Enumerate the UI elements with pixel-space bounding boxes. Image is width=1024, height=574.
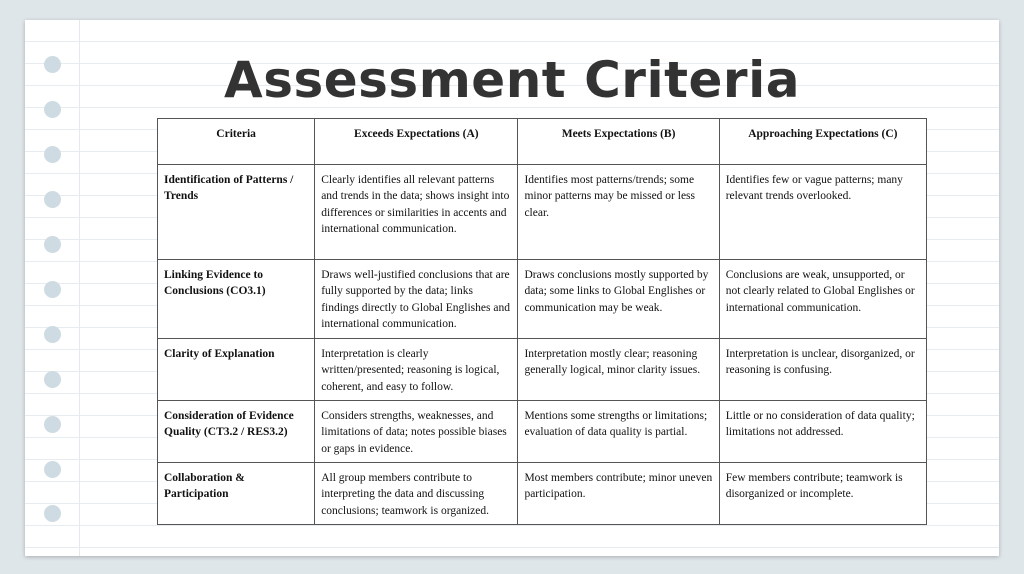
column-header-approaching: Approaching Expectations (C) bbox=[719, 119, 926, 165]
binder-hole bbox=[44, 191, 61, 208]
exceeds-cell: Considers strengths, weaknesses, and limitations of data; notes possible biases or gaps in evidence. bbox=[315, 401, 518, 463]
binder-hole bbox=[44, 146, 61, 163]
binder-hole bbox=[44, 236, 61, 253]
table-header-row bbox=[158, 119, 927, 165]
criterion-cell: Identification of Patterns / Trends bbox=[158, 165, 315, 260]
criterion-cell: Collaboration & Participation bbox=[158, 463, 315, 525]
exceeds-cell: All group members contribute to interpreting the data and discussing conclusions; teamwork is organized. bbox=[315, 463, 518, 525]
table-row bbox=[158, 260, 927, 339]
exceeds-cell: Draws well-justified conclusions that are fully supported by the data; links findings directly to Global Englishes and international communication. bbox=[315, 260, 518, 339]
binder-hole bbox=[44, 371, 61, 388]
binder-hole bbox=[44, 326, 61, 343]
exceeds-cell: Clearly identifies all relevant patterns and trends in the data; shows insight into differences or similarities in accents and international communication. bbox=[315, 165, 518, 260]
approaching-cell: Few members contribute; teamwork is disorganized or incomplete. bbox=[719, 463, 926, 525]
meets-cell: Identifies most patterns/trends; some minor patterns may be missed or less clear. bbox=[518, 165, 719, 260]
column-header-criteria: Criteria bbox=[158, 119, 315, 165]
assessment-rubric-table bbox=[157, 118, 927, 525]
table-row bbox=[158, 165, 927, 260]
approaching-cell: Interpretation is unclear, disorganized, or reasoning is confusing. bbox=[719, 339, 926, 401]
criterion-cell: Clarity of Explanation bbox=[158, 339, 315, 401]
binder-hole bbox=[44, 505, 61, 522]
binder-hole bbox=[44, 281, 61, 298]
page-title: Assessment Criteria bbox=[224, 51, 800, 109]
criterion-cell: Linking Evidence to Conclusions (CO3.1) bbox=[158, 260, 315, 339]
criterion-cell: Consideration of Evidence Quality (CT3.2 / RES3.2) bbox=[158, 401, 315, 463]
exceeds-cell: Interpretation is clearly written/presented; reasoning is logical, coherent, and easy to follow. bbox=[315, 339, 518, 401]
approaching-cell: Identifies few or vague patterns; many relevant trends overlooked. bbox=[719, 165, 926, 260]
meets-cell: Interpretation mostly clear; reasoning generally logical, minor clarity issues. bbox=[518, 339, 719, 401]
column-header-exceeds: Exceeds Expectations (A) bbox=[315, 119, 518, 165]
meets-cell: Most members contribute; minor uneven participation. bbox=[518, 463, 719, 525]
approaching-cell: Conclusions are weak, unsupported, or not clearly related to Global Englishes or international communication. bbox=[719, 260, 926, 339]
table-row bbox=[158, 463, 927, 525]
approaching-cell: Little or no consideration of data quality; limitations not addressed. bbox=[719, 401, 926, 463]
table-row bbox=[158, 401, 927, 463]
binder-hole bbox=[44, 461, 61, 478]
column-header-meets: Meets Expectations (B) bbox=[518, 119, 719, 165]
table-row bbox=[158, 339, 927, 401]
meets-cell: Mentions some strengths or limitations; evaluation of data quality is partial. bbox=[518, 401, 719, 463]
binder-hole bbox=[44, 416, 61, 433]
meets-cell: Draws conclusions mostly supported by data; some links to Global Englishes or communication may be weak. bbox=[518, 260, 719, 339]
